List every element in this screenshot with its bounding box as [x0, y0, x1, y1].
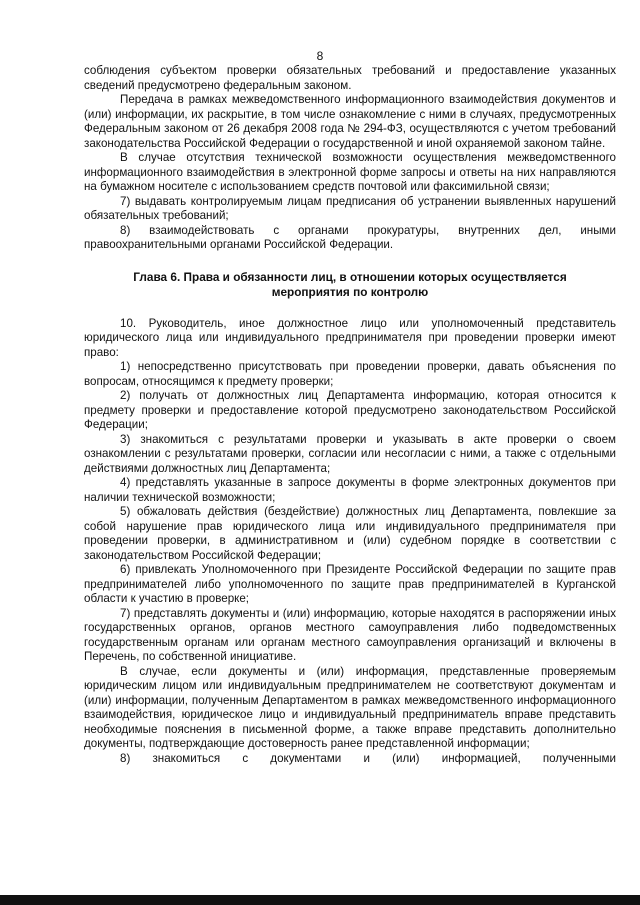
paragraph: 7) выдавать контролируемым лицам предписания об устранении выявленных нарушений обязательных требований;	[84, 194, 616, 222]
paragraph: В случае, если документы и (или) информация, представленные проверяемым юридическим лицом или индивидуальным предпринимателем не соответствуют документам и (или) информации, полученным Департаментом в рамках межведомственного информационного взаимодействия, юридическое лицо и индивидуальный предприниматель вправе представить необходимые пояснения в письменной форме, а также вправе представить дополнительно документы, подтверждающие достоверность ранее представленной информации;	[84, 664, 616, 750]
paragraph: соблюдения субъектом проверки обязательных требований и предоставление указанных сведений предусмотрено федеральным законом.	[84, 64, 616, 92]
chapter-heading: Глава 6. Права и обязанности лиц, в отношении которых осуществляется мероприятия по контролю	[133, 269, 567, 299]
scan-border	[0, 895, 640, 905]
paragraph: 10. Руководитель, иное должностное лицо или уполномоченный представитель юридического лица или индивидуального предпринимателя при проведении проверки имеют право:	[84, 316, 616, 359]
list-item: 1) непосредственно присутствовать при проведении проверки, давать объяснения по вопросам, относящимся к предмету проверки;	[84, 360, 616, 388]
paragraph: В случае отсутствия технической возможности осуществления межведомственного информационного взаимодействия в электронной форме запросы и ответы на них направляются на бумажном носителе с использованием средств почтовой или факсимильной связи;	[84, 151, 616, 193]
paragraph: Передача в рамках межведомственного информационного взаимодействия документов и (или) информации, их раскрытие, в том числе ознакомление с ними в случаях, предусмотренных Федеральным законом от 26 декабря 2008 года № 294-ФЗ, осуществляются с учетом требований законодательства Российской Федерации о государственной и иной охраняемой законом тайне.	[84, 93, 616, 150]
page-number: 8	[316, 49, 324, 63]
list-item: 3) знакомиться с результатами проверки и указывать в акте проверки о своем ознакомлении с результатами проверки, согласии или несогласии с ними, а также с отдельными действиями должностных лиц Департамента;	[84, 432, 616, 475]
list-item: 5) обжаловать действия (бездействие) должностных лиц Департамента, повлекшие за собой нарушение прав юридического лица или индивидуального предпринимателя при проведении проверки, в административном и (или) судебном порядке в соответствии с законодательством Российской Федерации;	[84, 505, 616, 562]
list-item: 8) знакомиться с документами и (или) информацией, полученными	[120, 751, 616, 765]
list-item: 4) представлять указанные в запросе документы в форме электронных документов при наличии технической возможности;	[84, 476, 616, 504]
list-item: 6) привлекать Уполномоченного при Президенте Российской Федерации по защите прав предпринимателей либо уполномоченного по защите прав предпринимателей в Курганской области к участию в проверке;	[84, 563, 616, 605]
document-body	[84, 64, 616, 766]
list-item: 2) получать от должностных лиц Департамента информацию, которая относится к предмету проверки и предоставление которой предусмотрено законодательством Российской Федерации;	[84, 389, 616, 431]
paragraph: 8) взаимодействовать с органами прокуратуры, внутренних дел, иными правоохранительными органами Российской Федерации.	[84, 223, 616, 251]
list-item: 7) представлять документы и (или) информацию, которые находятся в распоряжении иных государственных органов, органов местного самоуправления либо подведомственных государственным органам или органам местного самоуправления организаций и включены в Перечень, по собственной инициативе.	[84, 606, 616, 663]
